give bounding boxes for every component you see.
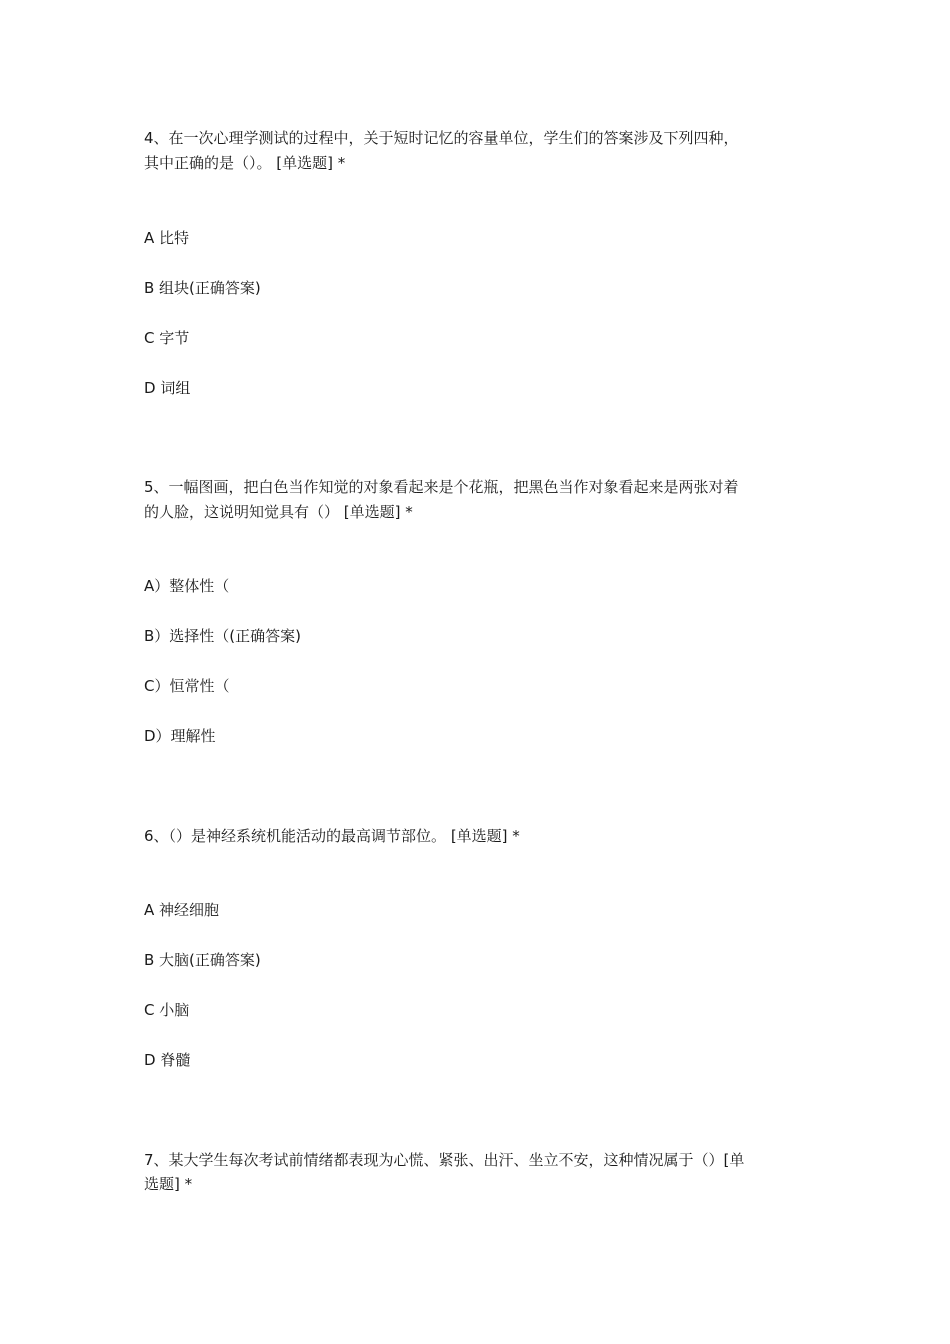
question-6-option-a: A 神经细胞 bbox=[144, 901, 220, 919]
question-4-text-line-1: 4、在一次心理学测试的过程中，关于短时记忆的容量单位，学生们的答案涉及下列四种， bbox=[144, 129, 739, 147]
question-7-text-line-1: 7、某大学生每次考试前情绪都表现为心慌、紧张、出汗、坐立不安，这种情况属于（）[单 bbox=[144, 1151, 745, 1169]
question-4-option-b: B 组块(正确答案) bbox=[144, 279, 261, 297]
question-5-option-d: D）理解性 bbox=[144, 727, 216, 745]
question-5-text-line-2: 的人脸，这说明知觉具有（） [单选题] * bbox=[144, 503, 413, 521]
question-5-option-b: B）选择性（(正确答案) bbox=[144, 627, 301, 645]
question-6-text-line-1: 6、（）是神经系统机能活动的最高调节部位。 [单选题] * bbox=[144, 827, 520, 845]
question-7-text-line-2: 选题] * bbox=[144, 1175, 193, 1193]
question-6-option-c: C 小脑 bbox=[144, 1001, 190, 1019]
question-4-option-d: D 词组 bbox=[144, 379, 191, 397]
question-5-option-c: C）恒常性（ bbox=[144, 677, 230, 695]
question-5-option-a: A）整体性（ bbox=[144, 577, 230, 595]
question-6-option-d: D 脊髓 bbox=[144, 1051, 191, 1069]
question-4-text-line-2: 其中正确的是（）。 [单选题] * bbox=[144, 154, 346, 172]
question-4-option-c: C 字节 bbox=[144, 329, 190, 347]
question-4-option-a: A 比特 bbox=[144, 229, 190, 247]
question-6-option-b: B 大脑(正确答案) bbox=[144, 951, 261, 969]
question-5-text-line-1: 5、一幅图画，把白色当作知觉的对象看起来是个花瓶，把黑色当作对象看起来是两张对着 bbox=[144, 478, 739, 496]
